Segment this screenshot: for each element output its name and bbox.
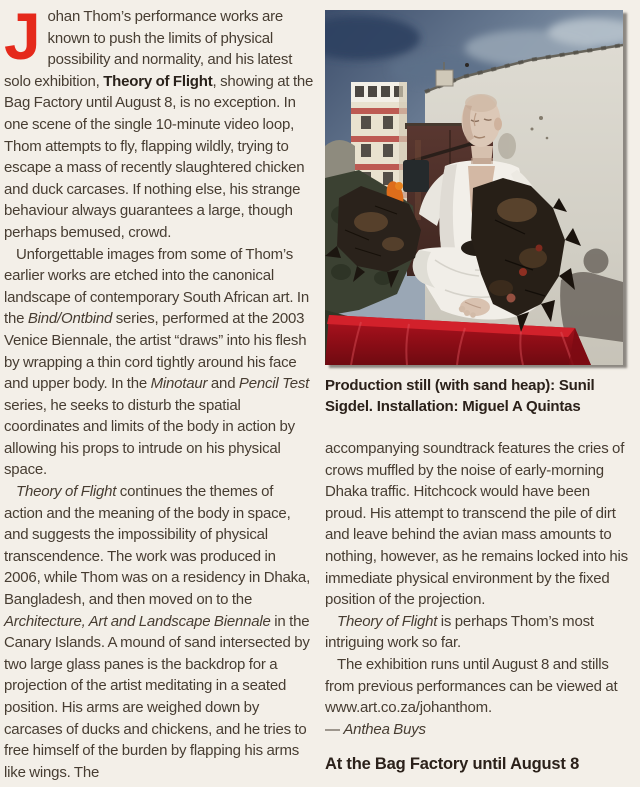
paragraph-earlier-works: Unforgettable images from some of Thom’s earlier works are etched into the canonical landscape of contemporary South African art. In the Bind/Ontbind series, performed at the 2003 Venice Biennale, the artist “draws” into his flesh by wrapping a thin cord tightly around his face and upper body. In the Minotaur and Pencil Test series, he seeks to disturb the spatial coordinates and limits of the body in action by allowing his props to intrude on his physical space.	[4, 245, 310, 479]
paragraph-intriguing: Theory of Flight is perhaps Thom’s most intriguing work so far.	[325, 612, 594, 652]
paragraph-exhibition-info: The exhibition runs until August 8 and stills from previous performances can be viewed at www.art.co.za/johanthom.	[325, 655, 618, 717]
paragraph-soundtrack: accompanying soundtrack features the cries of crows muffled by the noise of early-morning Dhaka traffic. Hitchcock would have been proud. His attempt to transcend the pile of dirt and leave behind the avian mass amounts to nothing, however, as he remains locked into his immediate physical environment by the fixed position of the projection.	[325, 440, 628, 609]
author-name-italic: Anthea Buys	[343, 720, 426, 738]
photo-caption: Production still (with sand heap): Sunil Sigdel. Installation: Miguel A Quintas	[325, 377, 595, 415]
article-left-column	[4, 0, 314, 783]
series-title-italic: Minotaur	[150, 375, 208, 393]
production-still-photo	[325, 10, 623, 365]
biennale-title-italic: Architecture, Art and Landscape Biennale	[4, 612, 271, 630]
byline: — Anthea Buys	[325, 720, 426, 738]
photo-illustration	[325, 10, 623, 365]
work-title-italic: Theory of Flight	[337, 612, 438, 630]
series-title-italic: Pencil Test	[238, 375, 310, 393]
paragraph-theory-of-flight: Theory of Flight continues the themes of action and the meaning of the body in space, and suggests the impossibility of physical transcendence. The work was produced in 2006, while Thom was on a residency in Dhaka, Bangladesh, and then moved on to the Architecture, Art and Landscape Biennale in the Canary Islands. A mound of sand intersected by two large glass panes is the backdrop for a projection of the artist meditating in a seated position. His arms are weighed down by carcases of ducks and chickens, and he tries to free himself of the burden by flapping his arms like wings. The	[4, 483, 311, 781]
series-title-italic: Bind/Ontbind	[27, 310, 113, 328]
exhibition-title-bold: Theory of Flight	[103, 72, 213, 90]
venue-footer: At the Bag Factory until August 8	[325, 755, 580, 773]
rooftop-structure	[436, 70, 453, 86]
work-title-italic: Theory of Flight	[16, 483, 117, 501]
bird-silhouette	[465, 63, 469, 67]
drop-cap-letter: J	[4, 0, 41, 73]
paragraph-intro: Johan Thom’s performance works are known to push the limits of physical possibility and normality, and his latest solo exhibition, Theory of Flight, showing at the Bag Factory until August 8, is no exception. In one scene of the single 10-minute video loop, Thom attempts to fly, flapping wildly, trying to escape a mass of recently slaughtered chicken and duck carcases. If nothing else, his strange behaviour always guarantees a large, though perhaps bemused, crowd.	[4, 0, 314, 241]
article-right-column	[325, 438, 632, 740]
water-tank	[403, 160, 429, 192]
